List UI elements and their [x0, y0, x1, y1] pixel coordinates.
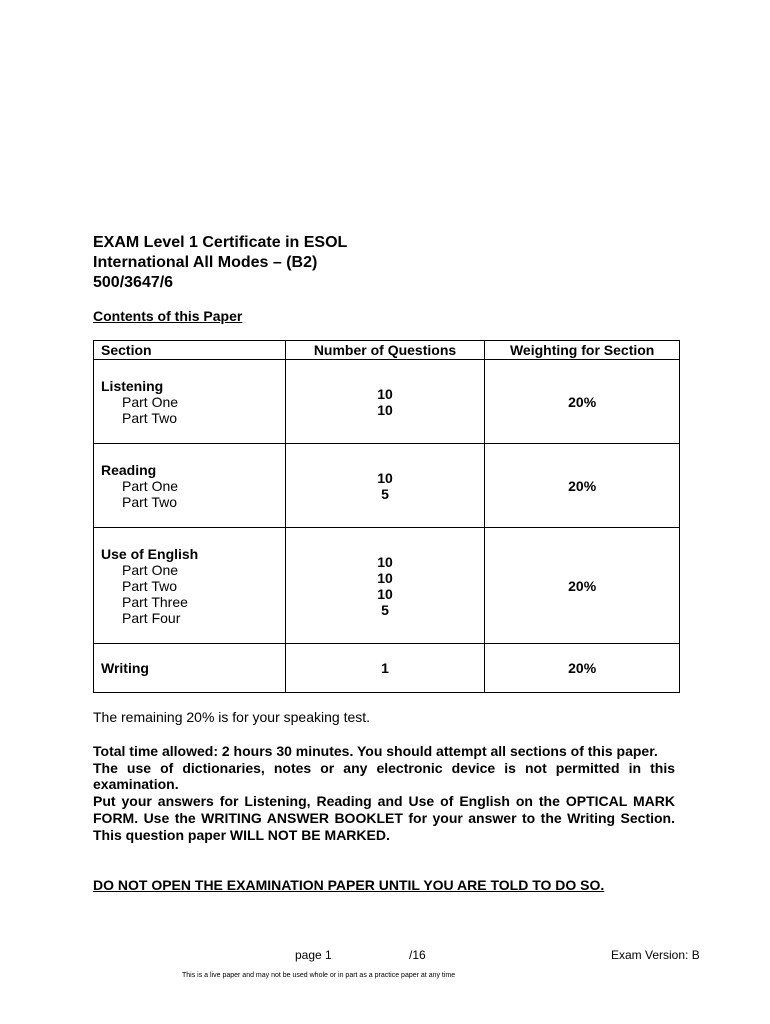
questions-cell	[285, 644, 485, 693]
section-cell	[94, 360, 286, 444]
part-label: Part Two	[122, 577, 177, 594]
section-cell	[94, 528, 286, 644]
part-label: Part One	[122, 393, 179, 410]
table-row-reading	[94, 444, 680, 528]
part-label: Part Two	[122, 409, 177, 426]
header-section: Section	[94, 341, 286, 360]
table-row-writing	[94, 644, 680, 693]
title-line-3: 500/3647/6	[93, 274, 174, 291]
table-header-row	[94, 341, 680, 360]
part-label: Part Four	[122, 609, 181, 626]
question-count: 10	[377, 569, 393, 586]
footer-disclaimer: This is a live paper and may not be used whole or in part as a practice paper at any time	[182, 972, 456, 979]
table-row-listening	[94, 360, 680, 444]
question-count: 1	[381, 660, 389, 676]
title-line-1: EXAM Level 1 Certificate in ESOL	[93, 234, 348, 251]
part-label: Part One	[122, 477, 179, 494]
question-count: 10	[377, 553, 393, 570]
warning-text: DO NOT OPEN THE EXAMINATION PAPER UNTIL YOU ARE TOLD TO DO SO.	[93, 877, 605, 893]
header-weighting: Weighting for Section	[485, 341, 680, 360]
footer-exam-version: Exam Version: B	[611, 948, 700, 962]
questions-cell	[285, 360, 485, 444]
weighting-cell: 20%	[485, 644, 680, 693]
question-count: 5	[381, 485, 389, 502]
question-count: 5	[381, 601, 389, 618]
header-number-of-questions: Number of Questions	[285, 341, 485, 360]
section-name: Listening	[101, 377, 164, 394]
weighting-cell: 20%	[485, 444, 680, 528]
instructions	[93, 743, 675, 843]
section-name: Use of English	[101, 545, 199, 562]
section-cell	[94, 644, 286, 693]
section-name: Reading	[101, 461, 157, 478]
title-line-2: International All Modes – (B2)	[93, 254, 318, 271]
footer-page-number: page 1	[295, 948, 332, 962]
questions-cell	[285, 444, 485, 528]
document-title	[93, 233, 347, 293]
part-label: Part Three	[122, 593, 188, 610]
weighting-cell: 20%	[485, 360, 680, 444]
part-label: Part One	[122, 561, 179, 578]
instruction-paragraph: Total time allowed: 2 hours 30 minutes. You should attempt all sections of this paper.	[93, 743, 658, 759]
remaining-note: The remaining 20% is for your speaking test.	[93, 709, 371, 725]
section-cell	[94, 444, 286, 528]
contents-heading: Contents of this Paper	[93, 308, 243, 324]
footer-page-total: /16	[409, 948, 426, 962]
table-row-use-of-english	[94, 528, 680, 644]
section-name: Writing	[101, 660, 149, 676]
question-count: 10	[377, 401, 393, 418]
question-count: 10	[377, 585, 393, 602]
instruction-paragraph: Put your answers for Listening, Reading and Use of English on the OPTICAL MARK FORM. Use the WRITING ANSWER BOOKLET for your answer to the Writing Section. This question paper WILL NOT BE MARKED.	[93, 793, 675, 843]
question-count: 10	[377, 385, 393, 402]
contents-table	[93, 340, 680, 693]
question-count: 10	[377, 469, 393, 486]
part-label: Part Two	[122, 493, 177, 510]
weighting-cell: 20%	[485, 528, 680, 644]
questions-cell	[285, 528, 485, 644]
instruction-paragraph: The use of dictionaries, notes or any electronic device is not permitted in this examination.	[93, 759, 675, 793]
